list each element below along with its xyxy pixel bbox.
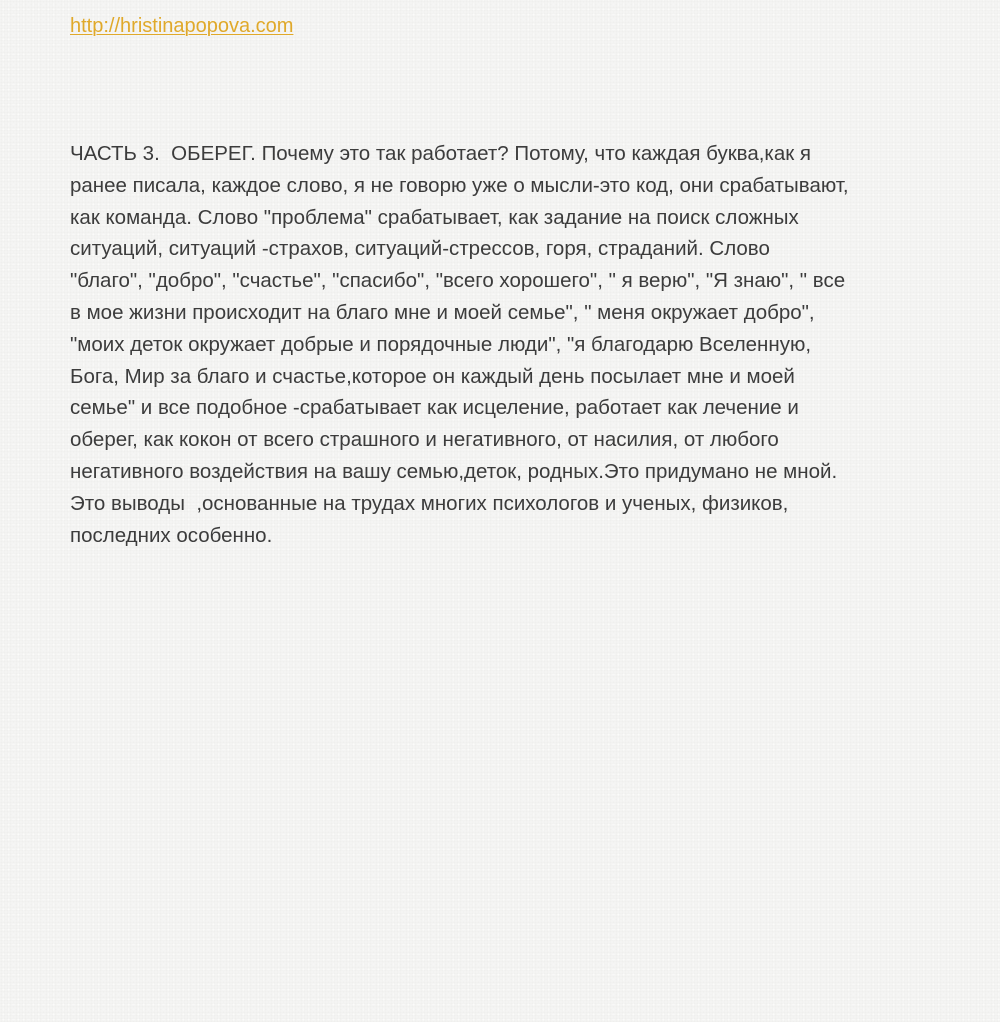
website-link[interactable]: http://hristinapopova.com — [70, 15, 294, 37]
note-line: семье" и все подобное -срабатывает как исцеление, работает как лечение и — [70, 396, 799, 420]
note-line: последних особенно. — [70, 523, 273, 547]
note-line: "моих деток окружает добрые и порядочные люди", "я благодарю Вселенную, — [70, 332, 812, 356]
note-line: как команда. Слово "проблема" срабатывает, как задание на поиск сложных — [70, 205, 799, 229]
note-line: ЧАСТЬ 3. ОБЕРЕГ. Почему это так работает? Потому, что каждая буква,как я — [70, 142, 812, 165]
note-line: в мое жизни происходит на благо мне и моей семье", " меня окружает добро", — [70, 300, 815, 324]
note-body — [70, 138, 940, 551]
note-line: Бога, Мир за благо и счастье,которое он каждый день посылает мне и моей — [70, 364, 795, 388]
note-line: Это выводы ,основанные на трудах многих психологов и ученых, физиков, — [70, 491, 789, 515]
note-line: ситуаций, ситуаций -страхов, ситуаций-стрессов, горя, страданий. Слово — [70, 237, 770, 261]
note-line: оберег, как кокон от всего страшного и негативного, от насилия, от любого — [70, 428, 779, 452]
note-line: негативного воздействия на вашу семью,деток, родных.Это придумано не мной. — [70, 459, 838, 483]
note-line: "благо", "добро", "счастье", "спасибо", "всего хорошего", " я верю", "Я знаю", " все — [70, 269, 846, 293]
note-line: ранее писала, каждое слово, я не говорю уже о мысли-это код, они срабатывают, — [70, 173, 849, 197]
